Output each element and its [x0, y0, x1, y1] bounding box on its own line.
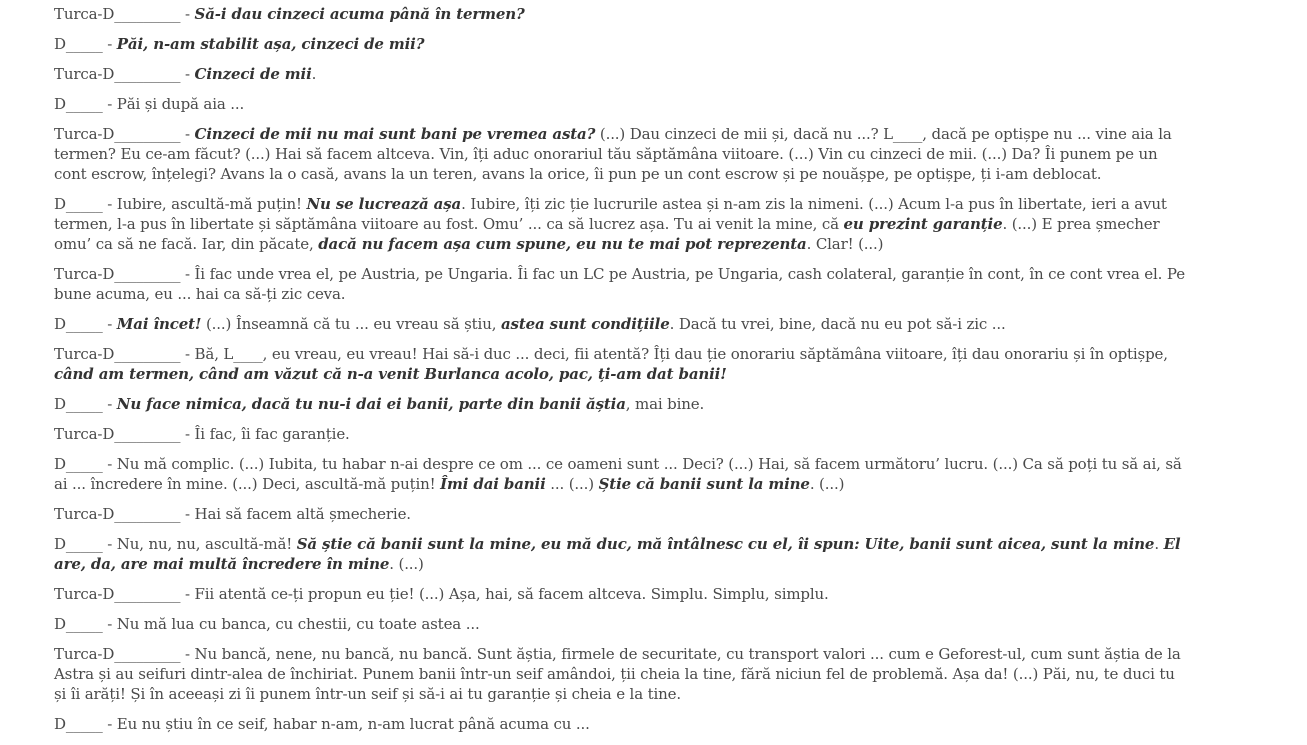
speaker-label: D_____: [54, 615, 103, 633]
speaker-label: D_____: [54, 395, 103, 413]
emphasized-text: Mai încet!: [116, 315, 202, 333]
dialogue-text: -: [102, 35, 117, 53]
dialogue-text: .: [1154, 535, 1164, 553]
emphasized-text: Să-i dau cinzeci acuma până în termen?: [194, 5, 525, 23]
transcript-paragraph: [54, 454, 1189, 494]
dialogue-text: , mai bine.: [625, 395, 705, 413]
dialogue-text: . (...): [389, 555, 424, 573]
emphasized-text: Știe că banii sunt la mine: [598, 475, 810, 493]
dialogue-text: - Nu mă complic. (...) Iubita, tu habar n-ai despre ce om ... ce oameni sunt ... Deci? (...) Hai, să facem următoru’ lucru. (...) Ca să poți tu să ai, să ai ... încredere în mine. (...) Deci, ascultă-mă puțin!: [54, 455, 1182, 493]
dialogue-text: . Iubire, îți zic ție lucrurile astea și n-am zis la nimeni. (...) Acum l-a pus în libertate, ieri a avut termen, l-a pus în libertate și săptămâna viitoare au fost. Omu’ ... ca să lucrez așa. Tu ai venit la mine, că: [54, 195, 1167, 233]
dialogue-text: (...) Dau cinzeci de mii și, dacă nu ...? L____, dacă pe optișpe nu ... vine aia la termen? Eu ce-am făcut? (...) Hai să facem altceva. Vin, îți aduc onorariul tău săptămâna viitoare. (...) Vin cu cinzeci de mii. (...) Da? Îi punem pe un cont escrow, înțelegi? Avans la o casă, avans la un teren, avans la orice, îi pun pe un cont escrow și pe nouășpe, pe optișpe, ți i-am deblocat.: [54, 125, 1172, 183]
emphasized-text: Cinzeci de mii nu mai sunt bani pe vremea asta?: [194, 125, 596, 143]
speaker-label: Turca-D_________: [54, 425, 181, 443]
transcript-paragraph: [54, 424, 1189, 444]
emphasized-text: Păi, n-am stabilit așa, cinzeci de mii?: [116, 35, 425, 53]
dialogue-text: -: [180, 5, 195, 23]
dialogue-text: - Hai să facem altă șmecherie.: [180, 505, 411, 523]
dialogue-text: - Eu nu știu în ce seif, habar n-am, n-am lucrat până acuma cu ...: [102, 715, 590, 733]
dialogue-text: - Fii atentă ce-ți propun eu ție! (...) Așa, hai, să facem altceva. Simplu. Simplu, simplu.: [180, 585, 829, 603]
dialogue-text: -: [180, 125, 195, 143]
dialogue-text: . (...): [809, 475, 845, 493]
transcript-paragraph: [54, 34, 1189, 54]
transcript-paragraph: [54, 314, 1189, 334]
emphasized-text: Îmi dai banii: [440, 475, 546, 493]
transcript-paragraph: [54, 64, 1189, 84]
speaker-label: Turca-D_________: [54, 5, 181, 23]
dialogue-text: - Nu bancă, nene, nu bancă, nu bancă. Sunt ăștia, firmele de securitate, cu transport valori ... cum e Geforest-ul, cum sunt ăștia de la Astra și au seifuri dintr-alea de închiriat. Punem banii într-un seif amândoi, ții cheia la tine, fără niciun fel de problemă. Așa da! (...) Păi, nu, te duci tu și îi arăți! Și în aceeași zi îi punem într-un seif și să-i ai tu garanție și cheia e la tine.: [54, 645, 1181, 703]
transcript-paragraph: [54, 394, 1189, 414]
dialogue-text: - Nu mă lua cu banca, cu chestii, cu toate astea ...: [102, 615, 480, 633]
dialogue-text: (...) Înseamnă că tu ... eu vreau să știu,: [201, 315, 501, 333]
emphasized-text: Nu face nimica, dacă tu nu-i dai ei banii, parte din banii ăștia: [116, 395, 626, 413]
transcript-paragraph: [54, 534, 1189, 574]
speaker-label: D_____: [54, 315, 103, 333]
emphasized-text: eu prezint garanție: [843, 215, 1003, 233]
dialogue-text: - Îi fac unde vrea el, pe Austria, pe Ungaria. Îi fac un LC pe Austria, pe Ungaria, cash colateral, garanție în cont, în ce cont vrea el. Pe bune acuma, eu ... hai ca să-ți zic ceva.: [54, 265, 1185, 303]
emphasized-text: Să știe că banii sunt la mine, eu mă duc, mă întâlnesc cu el, îi spun: Uite, banii sunt aicea, sunt la mine: [296, 535, 1155, 553]
speaker-label: D_____: [54, 195, 103, 213]
emphasized-text: El are, da, are mai multă încredere în mine: [54, 535, 1181, 573]
transcript-paragraph: [54, 344, 1189, 384]
transcript-paragraph: [54, 614, 1189, 634]
transcript-paragraph: [54, 124, 1189, 184]
transcript-document: [54, 4, 1189, 744]
transcript-paragraph: [54, 94, 1189, 114]
transcript-paragraph: [54, 264, 1189, 304]
dialogue-text: -: [102, 395, 117, 413]
transcript-paragraph: [54, 584, 1189, 604]
transcript-paragraph: [54, 194, 1189, 254]
dialogue-text: -: [180, 65, 195, 83]
speaker-label: D_____: [54, 95, 103, 113]
dialogue-text: - Păi și după aia ...: [102, 95, 245, 113]
transcript-paragraph: [54, 644, 1189, 704]
speaker-label: Turca-D_________: [54, 505, 181, 523]
transcript-paragraph: [54, 504, 1189, 524]
speaker-label: Turca-D_________: [54, 645, 181, 663]
transcript-paragraph: [54, 714, 1189, 734]
speaker-label: Turca-D_________: [54, 585, 181, 603]
speaker-label: D_____: [54, 535, 103, 553]
dialogue-text: -: [102, 315, 117, 333]
speaker-label: D_____: [54, 715, 103, 733]
speaker-label: Turca-D_________: [54, 345, 181, 363]
dialogue-text: . (...) E prea șmecher omu’ ca să ne facă. Iar, din păcate,: [54, 215, 1160, 253]
speaker-label: Turca-D_________: [54, 65, 181, 83]
speaker-label: Turca-D_________: [54, 125, 181, 143]
speaker-label: D_____: [54, 455, 103, 473]
dialogue-text: . Dacă tu vrei, bine, dacă nu eu pot să-i zic ...: [669, 315, 1006, 333]
dialogue-text: - Îi fac, îi fac garanție.: [180, 425, 350, 443]
dialogue-text: - Bă, L____, eu vreau, eu vreau! Hai să-i duc ... deci, fii atentă? Îți dau ție onorariu săptămâna viitoare, îți dau onorariu și în optișpe,: [180, 345, 1168, 363]
dialogue-text: - Iubire, ascultă-mă puțin!: [102, 195, 307, 213]
dialogue-text: . Clar! (...): [806, 235, 884, 253]
dialogue-text: ... (...): [545, 475, 599, 493]
emphasized-text: Cinzeci de mii: [194, 65, 312, 83]
transcript-paragraph: [54, 4, 1189, 24]
emphasized-text: dacă nu facem așa cum spune, eu nu te mai pot reprezenta: [318, 235, 807, 253]
emphasized-text: Nu se lucrează așa: [306, 195, 462, 213]
dialogue-text: - Nu, nu, nu, ascultă-mă!: [102, 535, 297, 553]
dialogue-text: .: [311, 65, 317, 83]
emphasized-text: când am termen, când am văzut că n-a venit Burlanca acolo, pac, ți-am dat banii!: [54, 365, 727, 383]
speaker-label: D_____: [54, 35, 103, 53]
speaker-label: Turca-D_________: [54, 265, 181, 283]
emphasized-text: astea sunt condițiile: [500, 315, 670, 333]
